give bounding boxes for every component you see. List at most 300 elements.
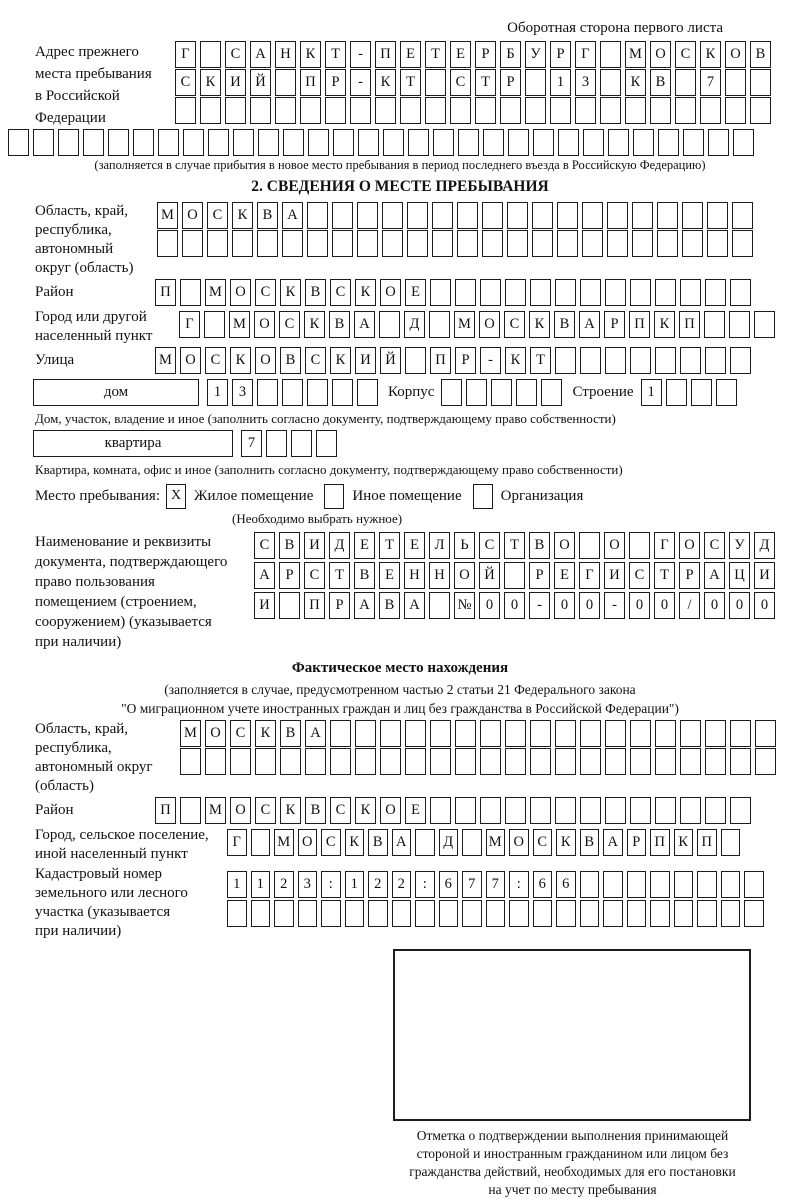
district-field (35, 279, 800, 307)
char-cell (480, 720, 501, 747)
char-cell (408, 129, 429, 156)
char-cell (541, 379, 562, 406)
label-line: право пользования (35, 574, 155, 590)
char-cell (425, 97, 446, 124)
char-cell (582, 230, 603, 257)
char-cell: 0 (579, 592, 600, 619)
city-row (179, 311, 775, 338)
char-cell: Р (325, 69, 346, 96)
char-cell (516, 379, 537, 406)
char-cell (133, 129, 154, 156)
char-cell: Г (654, 532, 675, 559)
char-cell (603, 871, 623, 898)
actual-location-caption-1: (заполняется в случае, предусмотренном частью 2 статьи 21 Федерального закона (164, 682, 636, 697)
char-cell: К (300, 41, 321, 68)
char-cell: - (350, 69, 371, 96)
char-cell: У (729, 532, 750, 559)
char-cell (630, 720, 651, 747)
char-cell (300, 97, 321, 124)
char-cell (330, 748, 351, 775)
char-cell (603, 900, 623, 927)
label-line: при наличии) (35, 923, 122, 939)
page-side-note: Оборотная сторона первого листа (507, 20, 723, 36)
char-cell (108, 129, 129, 156)
char-cell (255, 748, 276, 775)
char-cell (680, 748, 701, 775)
char-cell: В (529, 532, 550, 559)
char-cell (507, 202, 528, 229)
char-cell (730, 748, 751, 775)
char-cell: 1 (641, 379, 662, 406)
char-cell (482, 202, 503, 229)
char-cell: С (321, 829, 341, 856)
char-cell: У (525, 41, 546, 68)
char-cell: О (255, 347, 276, 374)
char-cell: 0 (479, 592, 500, 619)
char-cell (674, 900, 694, 927)
char-cell: 0 (754, 592, 775, 619)
char-cell: А (282, 202, 303, 229)
char-cell (450, 97, 471, 124)
document-rows (254, 532, 775, 620)
char-cell: Д (439, 829, 459, 856)
char-cell (725, 97, 746, 124)
char-cell (579, 532, 600, 559)
char-cell: С (533, 829, 553, 856)
char-cell (605, 347, 626, 374)
actual-city-field (35, 826, 800, 864)
char-cell: 2 (392, 871, 412, 898)
char-cell: Т (530, 347, 551, 374)
char-cell (750, 69, 771, 96)
char-cell (755, 748, 776, 775)
char-cell (607, 230, 628, 257)
char-cell (357, 230, 378, 257)
actual-region-field (35, 720, 800, 796)
char-cell: Р (529, 562, 550, 589)
char-cell (429, 592, 450, 619)
char-cell: К (345, 829, 365, 856)
stroenie-cells (641, 379, 737, 406)
char-cell (629, 532, 650, 559)
char-cell: П (375, 41, 396, 68)
char-cell: Г (575, 41, 596, 68)
char-cell: Е (404, 532, 425, 559)
char-cell (439, 900, 459, 927)
actual-location-caption-2: "О миграционном учете иностранных граждан и лиц без гражданства в Российской Федерации") (121, 701, 679, 716)
char-cell (605, 720, 626, 747)
char-cell (455, 720, 476, 747)
char-cell: С (479, 532, 500, 559)
char-cell: В (305, 279, 326, 306)
char-cell (655, 797, 676, 824)
char-cell: Р (604, 311, 625, 338)
district-label: Район (35, 284, 74, 300)
char-cell (430, 279, 451, 306)
char-cell (657, 202, 678, 229)
char-cell (730, 720, 751, 747)
char-cell: С (675, 41, 696, 68)
char-cell (455, 279, 476, 306)
label-line: помещением (строением, (35, 594, 197, 610)
char-cell (400, 97, 421, 124)
char-cell (58, 129, 79, 156)
char-cell: В (379, 592, 400, 619)
char-cell (650, 871, 670, 898)
char-cell: 0 (629, 592, 650, 619)
char-cell (697, 900, 717, 927)
char-cell (405, 748, 426, 775)
char-cell: М (274, 829, 294, 856)
cadastral-rows (227, 871, 764, 928)
char-cell (482, 230, 503, 257)
street-row (155, 347, 751, 374)
char-cell (680, 347, 701, 374)
char-cell: 7 (241, 430, 262, 457)
char-cell (705, 720, 726, 747)
char-cell (282, 230, 303, 257)
label-line: при наличии) (35, 634, 122, 650)
char-cell (532, 230, 553, 257)
char-cell (555, 347, 576, 374)
char-cell: 1 (227, 871, 247, 898)
char-cell (83, 129, 104, 156)
char-cell: П (629, 311, 650, 338)
char-cell: Г (227, 829, 247, 856)
char-cell: А (305, 720, 326, 747)
prev-address-field (35, 41, 800, 129)
char-cell: И (754, 562, 775, 589)
char-cell: И (304, 532, 325, 559)
prev-address-row-4 (8, 129, 800, 156)
char-cell (275, 97, 296, 124)
char-cell: К (674, 829, 694, 856)
label-line: Область, край, (35, 203, 129, 219)
char-cell: 0 (554, 592, 575, 619)
char-cell: П (304, 592, 325, 619)
stay-type-checkbox-other (324, 484, 344, 509)
label-line: иной населенный пункт (35, 846, 188, 862)
char-cell: В (280, 347, 301, 374)
cadastral-field (35, 865, 800, 941)
char-cell: Р (455, 347, 476, 374)
char-cell: К (375, 69, 396, 96)
char-cell: К (230, 347, 251, 374)
char-cell (680, 720, 701, 747)
char-cell (462, 829, 482, 856)
label-line: Город или другой (35, 309, 147, 325)
prev-address-caption: (заполняется в случае прибытия в новое место пребывания в период последнего въезда в Российскую Федерацию) (94, 158, 706, 172)
char-cell (675, 69, 696, 96)
char-cell: Л (429, 532, 450, 559)
char-cell (407, 202, 428, 229)
char-cell: Й (380, 347, 401, 374)
label-line: гражданства действий, необходимых для его постановки (409, 1164, 736, 1179)
char-cell (480, 748, 501, 775)
char-cell: Н (429, 562, 450, 589)
stay-type-label: Место пребывания: (35, 487, 160, 504)
char-cell (205, 748, 226, 775)
char-cell: П (155, 279, 176, 306)
char-cell: С (304, 562, 325, 589)
char-cell (392, 900, 412, 927)
char-cell (655, 347, 676, 374)
char-cell (730, 797, 751, 824)
char-cell (633, 129, 654, 156)
char-cell: В (580, 829, 600, 856)
char-cell (530, 797, 551, 824)
char-cell: С (205, 347, 226, 374)
char-cell (280, 748, 301, 775)
char-cell (580, 279, 601, 306)
char-cell: М (486, 829, 506, 856)
actual-district-label: Район (35, 802, 74, 818)
char-cell (550, 97, 571, 124)
char-cell: С (704, 532, 725, 559)
char-cell (627, 871, 647, 898)
label-line: Город, сельское поселение, (35, 827, 209, 843)
cadastral-row-1 (227, 871, 764, 898)
char-cell (379, 311, 400, 338)
char-cell (183, 129, 204, 156)
label-line: участка (указывается (35, 904, 171, 920)
char-cell (175, 97, 196, 124)
confirmation-stamp-box (393, 949, 751, 1121)
char-cell: К (700, 41, 721, 68)
char-cell: В (305, 797, 326, 824)
char-cell: П (697, 829, 717, 856)
char-cell (655, 748, 676, 775)
char-cell (580, 748, 601, 775)
char-cell (425, 69, 446, 96)
char-cell: - (350, 41, 371, 68)
char-cell (725, 69, 746, 96)
form-page (0, 20, 800, 1199)
char-cell (308, 129, 329, 156)
char-cell: А (250, 41, 271, 68)
char-cell: О (679, 532, 700, 559)
document-label (35, 532, 254, 652)
char-cell (504, 562, 525, 589)
char-cell (430, 797, 451, 824)
char-cell (632, 202, 653, 229)
char-cell: С (330, 797, 351, 824)
char-cell (707, 202, 728, 229)
char-cell (441, 379, 462, 406)
char-cell: Б (500, 41, 521, 68)
char-cell (358, 129, 379, 156)
char-cell: М (454, 311, 475, 338)
char-cell: М (229, 311, 250, 338)
char-cell: 7 (700, 69, 721, 96)
char-cell (755, 720, 776, 747)
char-cell: 7 (462, 871, 482, 898)
city-label (35, 308, 179, 346)
char-cell: Р (475, 41, 496, 68)
district-row (155, 279, 751, 306)
label-line: республика, (35, 222, 112, 238)
char-cell (632, 230, 653, 257)
char-cell: Й (250, 69, 271, 96)
char-cell: О (205, 720, 226, 747)
apartment-cells (241, 430, 337, 457)
actual-location-title: Фактическое место нахождения (291, 660, 509, 676)
char-cell: 2 (274, 871, 294, 898)
char-cell (405, 347, 426, 374)
char-cell (505, 279, 526, 306)
char-cell: Е (554, 562, 575, 589)
char-cell (605, 748, 626, 775)
char-cell: : (321, 871, 341, 898)
char-cell: Т (400, 69, 421, 96)
char-cell (707, 230, 728, 257)
label-line: населенный пункт (35, 328, 153, 344)
char-cell (345, 900, 365, 927)
char-cell: В (329, 311, 350, 338)
char-cell (674, 871, 694, 898)
char-cell: Р (500, 69, 521, 96)
char-cell (505, 748, 526, 775)
char-cell (275, 69, 296, 96)
korpus-label: Корпус (388, 384, 435, 400)
region-field (35, 202, 800, 278)
char-cell: И (225, 69, 246, 96)
char-cell: В (279, 532, 300, 559)
char-cell: С (279, 311, 300, 338)
char-cell (182, 230, 203, 257)
char-cell (625, 97, 646, 124)
char-cell: А (704, 562, 725, 589)
char-cell (533, 129, 554, 156)
label-line: сооружением) (указывается (35, 614, 212, 630)
char-cell (705, 797, 726, 824)
char-cell (480, 279, 501, 306)
char-cell (630, 748, 651, 775)
char-cell (555, 279, 576, 306)
region-label (35, 202, 157, 278)
char-cell (705, 748, 726, 775)
char-cell: 6 (439, 871, 459, 898)
confirmation-caption (355, 1127, 790, 1199)
char-cell (744, 871, 764, 898)
char-cell (432, 230, 453, 257)
char-cell: О (479, 311, 500, 338)
char-cell: 0 (654, 592, 675, 619)
char-cell (582, 202, 603, 229)
label-line: на учет по месту пребывания (488, 1182, 657, 1197)
char-cell (530, 279, 551, 306)
char-cell: : (509, 871, 529, 898)
stay-type-checkbox-residential: X (166, 484, 186, 509)
label-line: автономный (35, 241, 114, 257)
char-cell (455, 797, 476, 824)
cadastral-label (35, 865, 227, 941)
char-cell (382, 202, 403, 229)
char-cell (680, 279, 701, 306)
char-cell: 6 (556, 871, 576, 898)
char-cell (555, 797, 576, 824)
street-label: Улица (35, 352, 75, 368)
char-cell (204, 311, 225, 338)
char-cell (491, 379, 512, 406)
label-line: Адрес прежнего (35, 44, 139, 60)
char-cell: В (257, 202, 278, 229)
label-line: Федерации (35, 110, 106, 126)
char-cell (630, 279, 651, 306)
char-cell (605, 279, 626, 306)
char-cell (682, 230, 703, 257)
char-cell (432, 202, 453, 229)
char-cell (258, 129, 279, 156)
char-cell (405, 720, 426, 747)
char-cell: М (625, 41, 646, 68)
char-cell (208, 129, 229, 156)
korpus-cells (441, 379, 562, 406)
char-cell (627, 900, 647, 927)
char-cell: 3 (232, 379, 253, 406)
char-cell: 0 (729, 592, 750, 619)
stay-type-option-other: Иное помещение (352, 487, 462, 504)
char-cell (307, 202, 328, 229)
char-cell (600, 97, 621, 124)
actual-city-label (35, 826, 227, 864)
char-cell (250, 97, 271, 124)
char-cell (557, 230, 578, 257)
char-cell: С (305, 347, 326, 374)
stay-type-option-organization: Организация (500, 487, 584, 504)
char-cell: А (603, 829, 623, 856)
cadastral-row-2 (227, 900, 764, 927)
char-cell (33, 129, 54, 156)
document-row-2 (254, 562, 775, 589)
char-cell (355, 720, 376, 747)
char-cell (332, 379, 353, 406)
document-row-3 (254, 592, 775, 619)
region-row-2 (157, 230, 753, 257)
char-cell: П (679, 311, 700, 338)
char-cell: О (650, 41, 671, 68)
char-cell (505, 797, 526, 824)
char-cell: А (254, 562, 275, 589)
char-cell: Н (404, 562, 425, 589)
apartment-box: квартира (33, 430, 233, 457)
char-cell (682, 202, 703, 229)
char-cell (251, 900, 271, 927)
char-cell: Т (654, 562, 675, 589)
char-cell (744, 900, 764, 927)
char-cell: В (354, 562, 375, 589)
char-cell (430, 720, 451, 747)
char-cell (556, 900, 576, 927)
char-cell (580, 347, 601, 374)
char-cell (158, 129, 179, 156)
char-cell (355, 748, 376, 775)
char-cell: Е (379, 562, 400, 589)
char-cell: В (650, 69, 671, 96)
char-cell: М (157, 202, 178, 229)
char-cell: М (155, 347, 176, 374)
char-cell: Н (275, 41, 296, 68)
char-cell: Е (354, 532, 375, 559)
region-row-1 (157, 202, 753, 229)
document-field (35, 532, 800, 652)
char-cell (730, 347, 751, 374)
char-cell (500, 97, 521, 124)
char-cell (530, 720, 551, 747)
street-field (35, 347, 800, 375)
char-cell: С (255, 797, 276, 824)
char-cell (230, 748, 251, 775)
